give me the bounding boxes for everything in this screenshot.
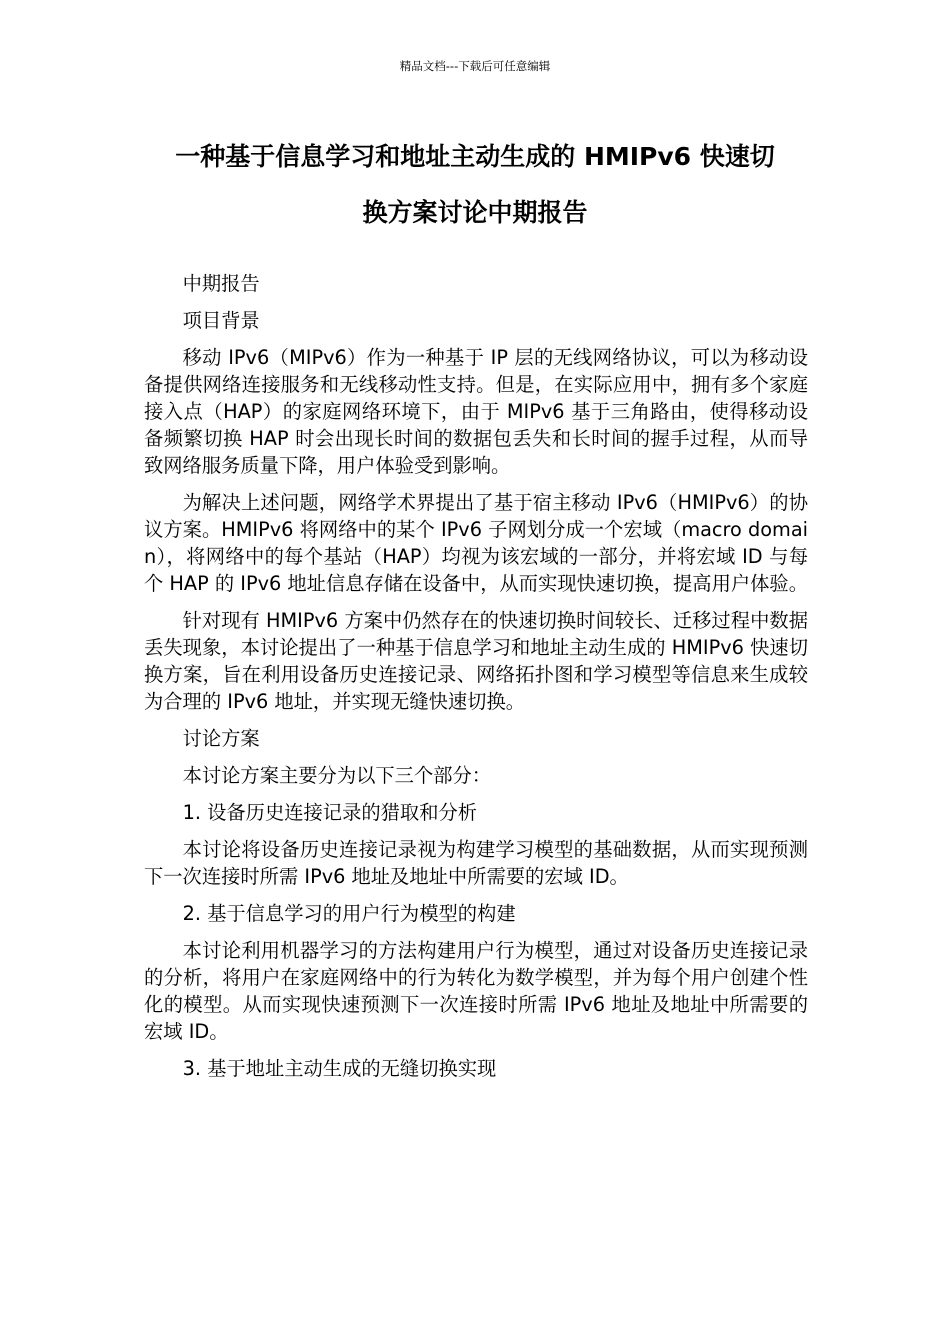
section-heading-scheme: 讨论方案 (182, 727, 260, 750)
paragraph-hmipv6: 为解决上述问题，网络学术界提出了基于宿主移动 IPv6（HMIPv6）的协议方案。HMIPv6 将网络中的某个 IPv6 子网划分成一个宏域（macro domain），将网络中的每个基站（HAP）均视为该宏域的一部分，并将宏域 ID 与每个 HAP 的 IPv6 地址信息存储在设备中，从而实现快速切换，提高用户体验。 (144, 491, 808, 595)
section-heading-background: 项目背景 (182, 309, 260, 332)
paragraph-item-1: 本讨论将设备历史连接记录视为构建学习模型的基础数据，从而实现预测下一次连接时所需 IPv6 地址及地址中所需要的宏域 ID。 (144, 838, 808, 888)
paragraph-proposal: 针对现有 HMIPv6 方案中仍然存在的快速切换时间较长、迁移过程中数据丢失现象，本讨论提出了一种基于信息学习和地址主动生成的 HMIPv6 快速切换方案，旨在利用设备历史连接记录、网络拓扑图和学习模型等信息来生成较为合理的 IPv6 地址，并实现无缝快速切换。 (144, 609, 808, 713)
paragraph-item-2: 本讨论利用机器学习的方法构建用户行为模型，通过对设备历史连接记录的分析，将用户在家庭网络中的行为转化为数学模型，并为每个用户创建个性化的模型。从而实现快速预测下一次连接时所需 IPv6 地址及地址中所需要的宏域 ID。 (144, 939, 808, 1043)
header-note: 精品文档---下载后可任意编辑 (399, 59, 551, 73)
section-heading-midterm: 中期报告 (182, 272, 260, 295)
document-title-line-2: 换方案讨论中期报告 (362, 198, 588, 227)
document-body (144, 270, 808, 1082)
paragraph-scheme-intro: 本讨论方案主要分为以下三个部分： (182, 764, 492, 787)
paragraph-mipv6: 移动 IPv6（MIPv6）作为一种基于 IP 层的无线网络协议，可以为移动设备提供网络连接服务和无线移动性支持。但是，在实际应用中，拥有多个家庭接入点（HAP）的家庭网络环境下，由于 MIPv6 基于三角路由，使得移动设备频繁切换 HAP 时会出现长时间的数据包丢失和长时间的握手过程，从而导致网络服务质量下降，用户体验受到影响。 (144, 346, 808, 477)
list-item-2: 2. 基于信息学习的用户行为模型的构建 (182, 902, 516, 925)
list-item-1: 1. 设备历史连接记录的猎取和分析 (182, 801, 478, 824)
document-title-line-1: 一种基于信息学习和地址主动生成的 HMIPv6 快速切 (175, 142, 775, 171)
list-item-3: 3. 基于地址主动生成的无缝切换实现 (182, 1057, 497, 1080)
